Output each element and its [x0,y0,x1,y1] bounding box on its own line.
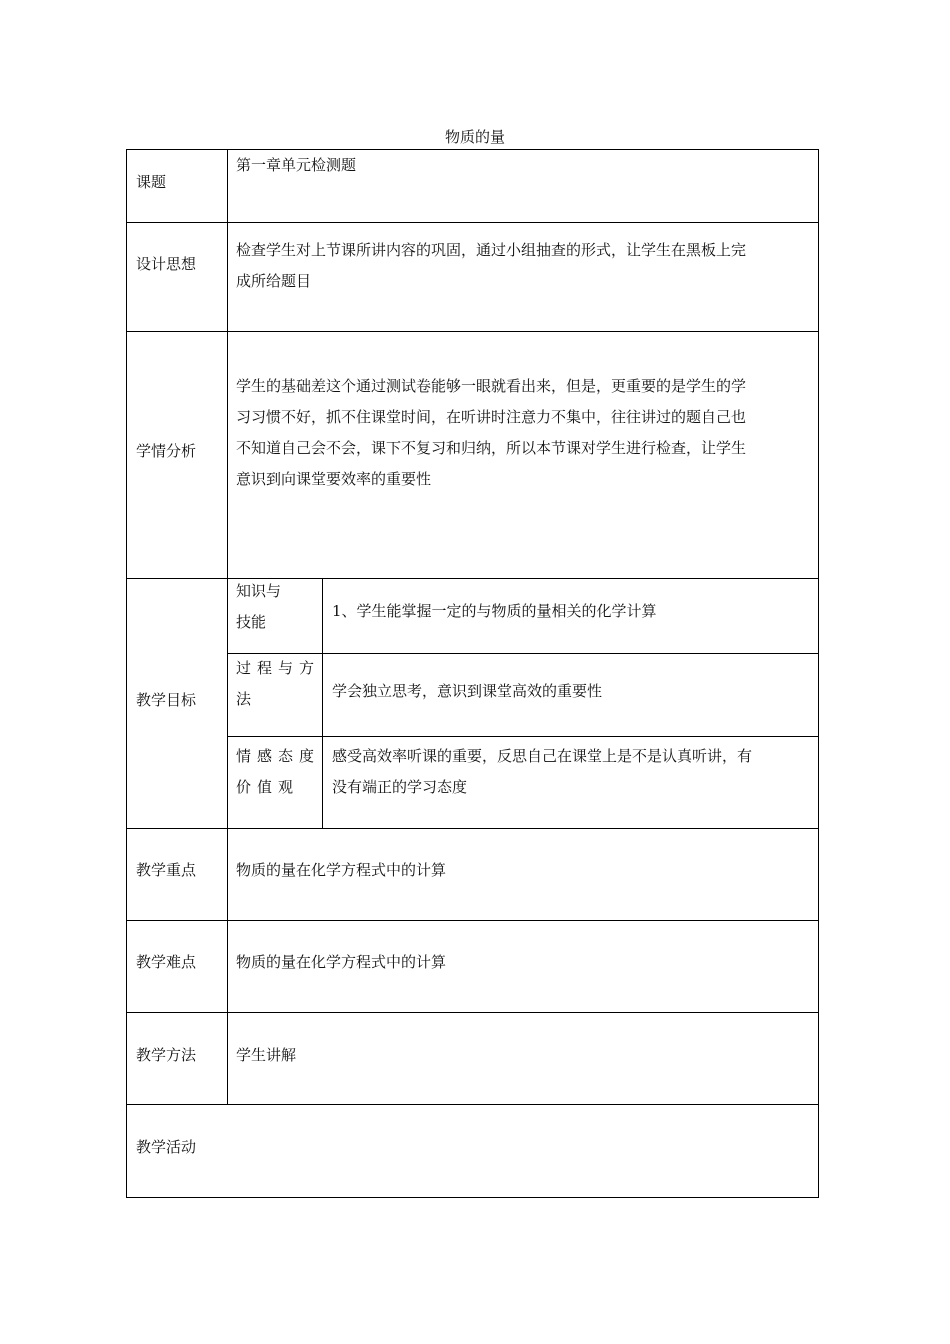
analysis-line-3: 不知道自己会不会，课下不复习和归纳，所以本节课对学生进行检查，让学生 [236,439,747,457]
difficulty-content: 物质的量在化学方程式中的计算 [236,953,447,971]
process-label [236,653,320,715]
knowledge-content: 1、学生能掌握一定的与物质的量相关的化学计算 [332,602,657,620]
activity-label: 教学活动 [136,1138,197,1156]
process-label-line-2: 法 [236,690,258,708]
key-point-label: 教学重点 [136,861,197,879]
process-label-line-1: 过程与方 [236,659,321,677]
analysis-line-2: 习习惯不好，抓不住课堂时间，在听讲时注意力不集中，往往讲过的题自己也 [236,408,747,426]
analysis-line-1: 学生的基础差这个通过测试卷能够一眼就看出来，但是，更重要的是学生的学 [236,377,747,395]
knowledge-label-line-2: 技能 [236,613,267,631]
row-divider [126,828,819,829]
subrow-divider [227,736,819,737]
process-content: 学会独立思考，意识到课堂高效的重要性 [332,682,603,700]
design-content [236,235,811,297]
emotion-label [236,741,320,803]
goals-label: 教学目标 [136,691,197,709]
goal-column-divider [322,578,323,829]
design-line-2: 成所给题目 [236,272,312,290]
method-content: 学生讲解 [236,1046,297,1064]
method-label: 教学方法 [136,1046,197,1064]
topic-label: 课题 [136,173,167,191]
analysis-content [236,371,811,495]
emotion-label-line-1: 情感态度 [236,747,321,765]
analysis-line-4: 意识到向课堂要效率的重要性 [236,470,432,488]
knowledge-label-line-1: 知识与 [236,582,282,600]
row-divider [126,920,819,921]
knowledge-label [236,576,316,638]
emotion-line-2: 没有端正的学习态度 [332,778,468,796]
analysis-label: 学情分析 [136,442,197,460]
row-divider [126,578,819,579]
emotion-line-1: 感受高效率听课的重要，反思自己在课堂上是不是认真听讲，有 [332,747,753,765]
emotion-content [332,741,812,803]
document-title: 物质的量 [444,128,505,146]
topic-content: 第一章单元检测题 [236,156,357,174]
design-label: 设计思想 [136,255,197,273]
difficulty-label: 教学难点 [136,953,197,971]
lesson-plan-table [126,149,819,1198]
emotion-label-line-2: 价值观 [236,778,300,796]
key-point-content: 物质的量在化学方程式中的计算 [236,861,447,879]
row-divider [126,1012,819,1013]
row-divider [126,1104,819,1105]
label-column-divider [227,149,228,1105]
design-line-1: 检查学生对上节课所讲内容的巩固，通过小组抽查的形式，让学生在黑板上完 [236,241,747,259]
row-divider [126,331,819,332]
row-divider [126,222,819,223]
